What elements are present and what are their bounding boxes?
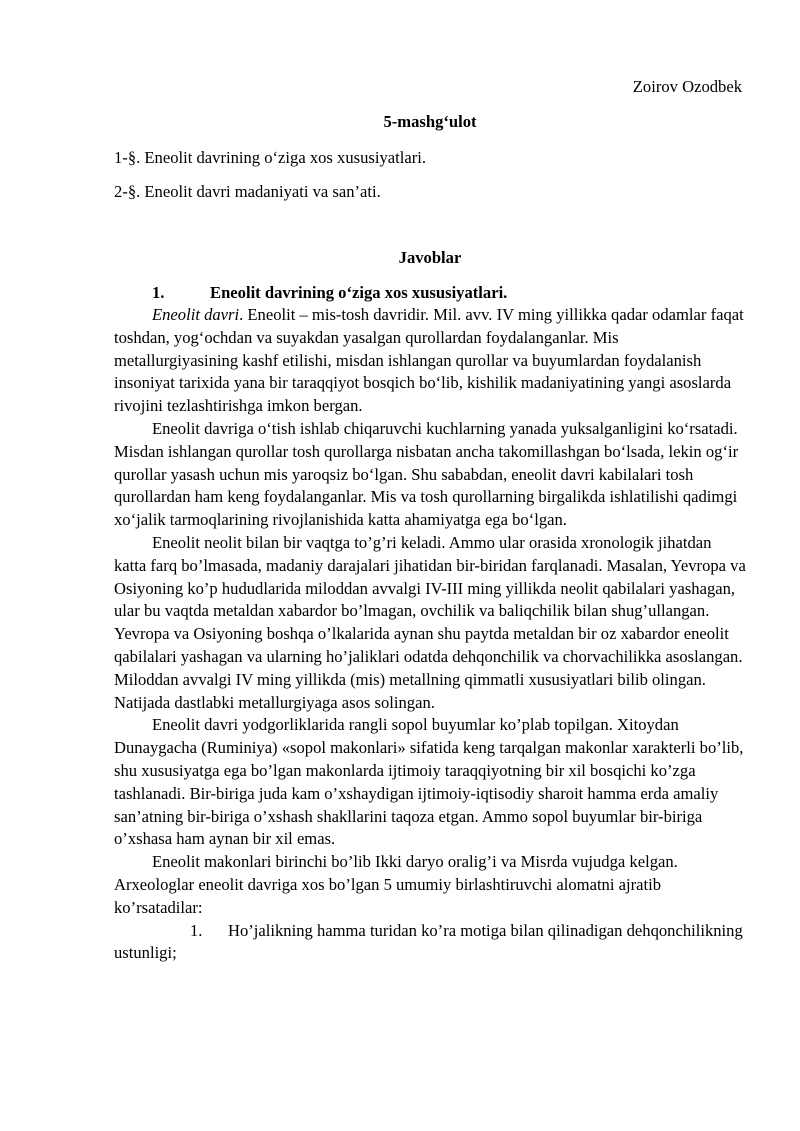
- paragraph-2: Eneolit davriga o‘tish ishlab chiqaruvchi kuchlarning yanada yuksalganligini ko‘rsatadi. Misdan ishlangan qurollar tosh qurollarga nisbatan ancha takomillashgan bo‘lsada, lekin og‘ir qurollar yasash uchun mis yaroqsiz bo‘lgan. Shu sababdan, eneolit davri kabilalari tosh qurollardan ham keng foydalanganlar. Mis va tosh qurollarning birgalikda ishlatilishi qadimgi xo‘jalik tarmoqlarining rivojlanishida katta ahamiyatga ega bo‘lgan.: [114, 418, 739, 530]
- section-heading: [152, 283, 507, 303]
- section-number: 1.: [152, 283, 165, 302]
- list-item-text: Ho’jalikning hamma turidan ko’ra motiga bilan qilinadigan dehqonchilikning ustunligi;: [114, 920, 743, 963]
- paragraph-5: Eneolit makonlari birinchi bo’lib Ikki daryo oralig’i va Misrda vujudga kelgan. Arxeologlar eneolit davriga xos bo’lgan 5 umumiy birlashtiruvchi alomatni ajratib ko’rsatadilar:: [114, 852, 678, 917]
- list-item-number: 1.: [190, 920, 203, 940]
- lesson-title: 5-mashg‘ulot: [383, 112, 477, 131]
- author-name: Zoirov Ozodbek: [632, 77, 742, 96]
- paragraph-1-text: . Eneolit – mis-tosh davridir. Mil. avv. IV ming yillikka qadar odamlar faqat toshdan, yog‘ochdan va suyakdan yasalgan qurollardan foydalanganlar. Mis metallurgiyasining kashf etilishi, misdan ishlangan qurollar va buyumlardan foydalanish insoniyat tarixida yana bir taraqqiyot bosqich bo‘lib, kishilik madaniyatining yangi asoslarda rivojini tezlashtirishga imkon bergan.: [114, 305, 744, 416]
- topic-item-1: 1-§. Eneolit davrining o‘ziga xos xususiyatlari.: [114, 148, 426, 167]
- paragraph-3: Eneolit neolit bilan bir vaqtga to’g’ri keladi. Ammo ular orasida xronologik jihatdan katta farq bo’lmasada, madaniy darajalari jihatidan bir-biridan farqlanadi. Masalan, Yevropa va Osiyoning ko’p hududlarida miloddan avvalgi IV-III ming yillikda neolit qabilalari yashagan, ular bu vaqtda metaldan xabardor bo’lmagan, ovchilik va baliqchilik bilan shug’ullangan. Yevropa va Osiyoning boshqa o’lkalarida aynan shu paytda metaldan bir oz xabardor eneolit qabilalari yashagan va ularning ho’jaliklari odatda dehqonchilik va chorvachilikka asoslangan. Miloddan avvalgi IV ming yillikda (mis) metallning qimmatli xususiyatlari bilib olingan. Natijada dastlabki metallurgiyaga asos solingan.: [114, 532, 746, 712]
- body-text: [114, 304, 746, 965]
- list-item: [114, 920, 746, 966]
- paragraph-lead-term: Eneolit davri: [152, 305, 240, 324]
- topic-item-2: 2-§. Eneolit davri madaniyati va san’ati.: [114, 182, 381, 201]
- section-title: Eneolit davrining o‘ziga xos xususiyatlari.: [210, 283, 508, 302]
- paragraph-1: [114, 304, 746, 418]
- paragraph-4: Eneolit davri yodgorliklarida rangli sopol buyumlar ko’plab topilgan. Xitoydan Dunaygacha (Ruminiya) «sopol makonlari» sifatida keng tarqalgan makonlar xarakterli bo’lib, shu xususiyatga ega bo’lgan makonlarda ijtimoiy taraqqiyotning bir xil bosqichi ko’zga tashlanadi. Bir-biriga juda kam o’xshaydigan ijtimoiy-iqtisodiy sharoit hamma erda amaliy san’atning bir-biriga o’xshash shakllarini taqoza etgan. Ammo sopol buyumlar bir-biriga o’xshasa ham aynan bir xil emas.: [114, 715, 744, 849]
- answers-heading: Javoblar: [398, 248, 462, 267]
